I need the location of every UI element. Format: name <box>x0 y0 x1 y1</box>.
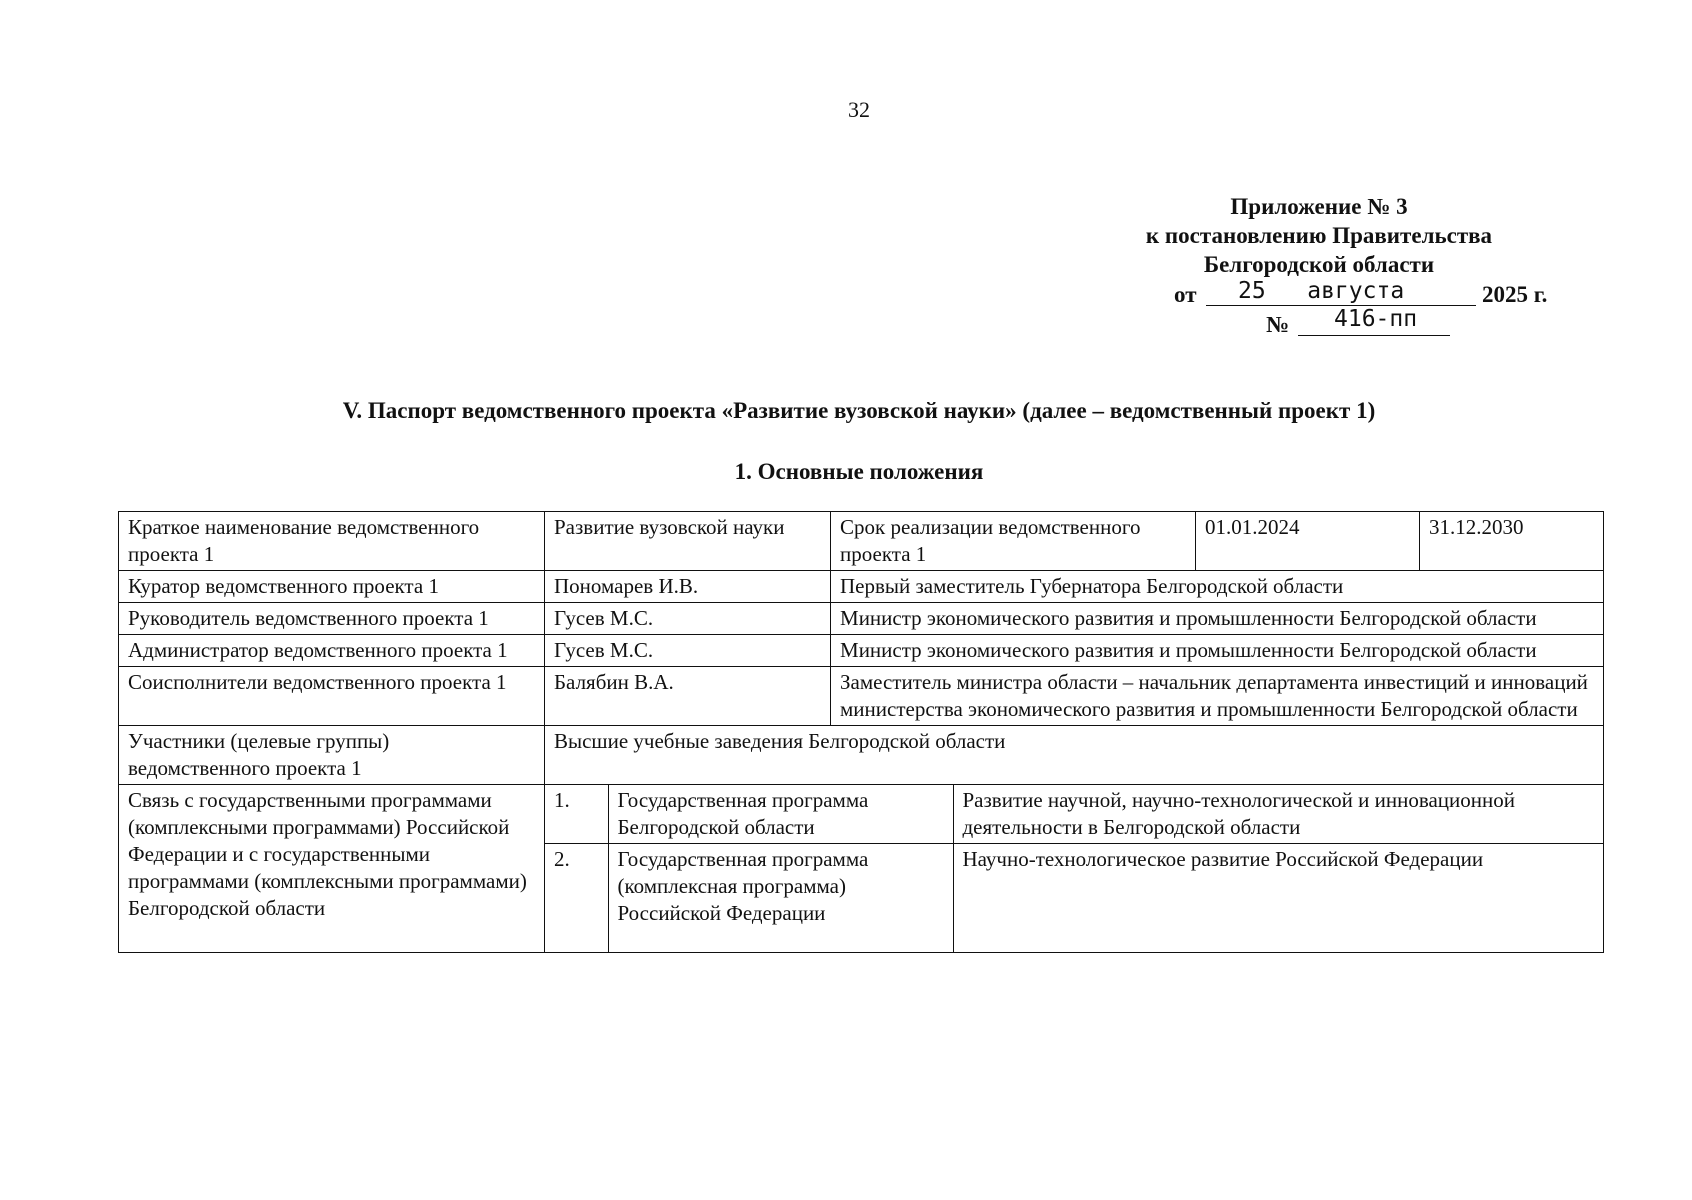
row-label: Связь с государственными программами (комплексными программами) Российской Федерации и с государственными программами (комплексными программами) Белгородской области <box>119 785 545 953</box>
row-label: Руководитель ведомственного проекта 1 <box>119 603 545 635</box>
table-row <box>119 603 1604 635</box>
number-sign: № <box>1266 312 1290 337</box>
annex-reference: к постановлению Правительства <box>1145 223 1493 248</box>
person-position: Министр экономического развития и промышленности Белгородской области <box>831 603 1604 635</box>
program-type: Государственная программа Белгородской области <box>608 785 953 844</box>
table-row <box>119 512 1604 571</box>
program-name: Развитие научной, научно-технологической и инновационной деятельности в Белгородской области <box>953 785 1603 844</box>
person-position: Заместитель министра области – начальник департамента инвестиций и инноваций министерства экономического развития и промышленности Белгородской области <box>831 667 1604 726</box>
person-name: Балябин В.А. <box>545 667 831 726</box>
row-label: Куратор ведомственного проекта 1 <box>119 571 545 603</box>
program-type: Государственная программа (комплексная программа) Российской Федерации <box>608 844 953 952</box>
table-row <box>119 571 1604 603</box>
section-title: V. Паспорт ведомственного проекта «Развитие вузовской науки» (далее – ведомственный проект 1) <box>342 398 1376 423</box>
date-prefix: от <box>1174 282 1197 307</box>
decree-number-line <box>1266 306 1466 338</box>
annex-header <box>1079 192 1559 279</box>
table-row <box>119 726 1604 785</box>
participants-value: Высшие учебные заведения Белгородской области <box>545 726 1604 785</box>
person-position: Первый заместитель Губернатора Белгородской области <box>831 571 1604 603</box>
table-row <box>119 785 1604 953</box>
person-name: Гусев М.С. <box>545 603 831 635</box>
end-date: 31.12.2030 <box>1420 512 1604 571</box>
programs-table <box>545 785 1603 952</box>
table-row <box>119 635 1604 667</box>
page-number: 32 <box>848 97 870 122</box>
start-date: 01.01.2024 <box>1196 512 1420 571</box>
date-year: 2025 г. <box>1482 282 1548 307</box>
annex-title: Приложение № 3 <box>1230 194 1408 219</box>
project-name: Развитие вузовской науки <box>545 512 831 571</box>
annex-region: Белгородской области <box>1203 252 1435 277</box>
program-name: Научно-технологическое развитие Российской Федерации <box>953 844 1603 952</box>
term-label: Срок реализации ведомственного проекта 1 <box>831 512 1196 571</box>
row-label: Участники (целевые группы) ведомственного проекта 1 <box>119 726 545 785</box>
person-name: Пономарев И.В. <box>545 571 831 603</box>
date-fill: 25 августа <box>1206 278 1476 306</box>
row-label: Краткое наименование ведомственного проекта 1 <box>119 512 545 571</box>
table-row <box>119 667 1604 726</box>
program-number: 1. <box>545 785 608 844</box>
person-name: Гусев М.С. <box>545 635 831 667</box>
number-fill: 416-пп <box>1298 306 1450 336</box>
program-row <box>545 785 1603 844</box>
program-number: 2. <box>545 844 608 952</box>
row-label: Администратор ведомственного проекта 1 <box>119 635 545 667</box>
passport-table <box>118 511 1604 953</box>
person-position: Министр экономического развития и промышленности Белгородской области <box>831 635 1604 667</box>
subsection-title: 1. Основные положения <box>734 459 984 484</box>
row-label: Соисполнители ведомственного проекта 1 <box>119 667 545 726</box>
programs-cell <box>545 785 1604 953</box>
program-row <box>545 844 1603 952</box>
